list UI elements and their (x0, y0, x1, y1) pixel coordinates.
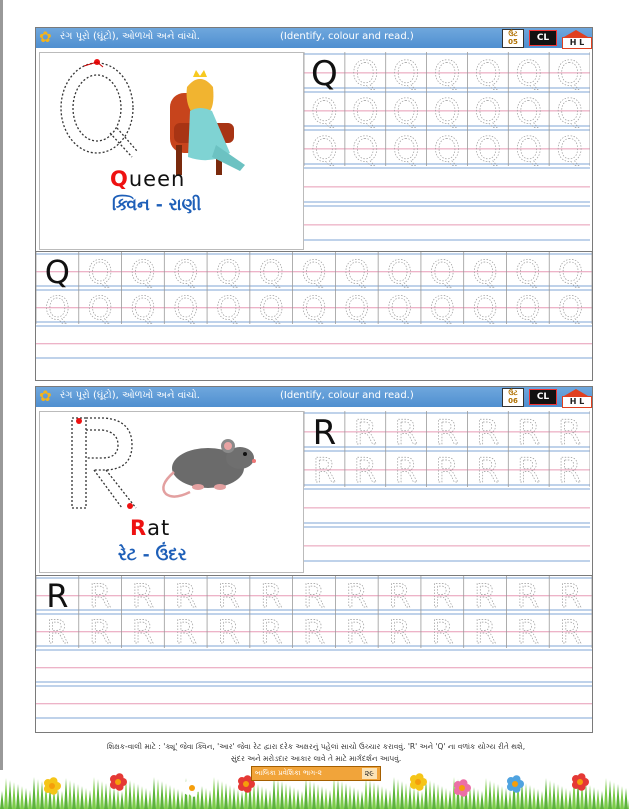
dotted-letter-q-icon (61, 63, 137, 157)
trace-letter: R (559, 613, 582, 651)
trace-letter: R (388, 577, 411, 615)
trace-letter: Q (44, 289, 70, 327)
trace-letter: Q (515, 130, 543, 170)
trace-letter: R (353, 413, 378, 453)
house-hl-icon: H L (562, 30, 590, 47)
trace-letter: Q (344, 253, 370, 291)
cl-badge: CL (529, 389, 557, 405)
english-word: Rat (130, 516, 171, 540)
trace-letter: Q (386, 253, 413, 291)
trace-letter: Q (87, 253, 113, 291)
trace-letter: R (174, 613, 197, 651)
instruction-gujarati: રંગ પૂરો (ઘૂંટો), ઓળખો અને વાંચો. (60, 31, 200, 42)
trace-letter: R (516, 451, 541, 491)
trace-letter: R (431, 613, 454, 651)
trace-letter: R (89, 613, 112, 651)
trace-letter: R (557, 413, 582, 453)
gujarati-word: ક્વિન - રાણી (112, 195, 202, 215)
trace-letter: Q (173, 289, 199, 327)
trace-letter: R (394, 413, 418, 453)
trace-letter: Q (215, 289, 242, 327)
trace-letter: Q (515, 289, 541, 327)
trace-letter: R (394, 451, 418, 491)
trace-letter: R (435, 413, 459, 453)
rat-illustration-icon (163, 439, 256, 497)
trace-letter: R (345, 577, 368, 615)
trace-letter: Q (258, 253, 284, 291)
trace-letter: Q (215, 253, 242, 291)
left-page-edge (0, 0, 3, 770)
trace-letter: R (46, 613, 69, 651)
trace-letter: R (476, 451, 500, 491)
book-title: બાલિકા પ્રવેશિકા ભાગ-૨ (255, 769, 322, 777)
teacher-parent-note: શિક્ષક-વાલી માટે : 'ક્યૂ' જેવા ક્વિન, 'આર' જેવા રેટ દ્વારા દરેક અક્ષરનું પહેલાં સાચો ઉચ્ચાર કરાવવું. 'R' અને 'Q' ના વળાંક યોગ્ય રીતે થશે, સુંદર અને મરોડદાર આકાર લાવે તે માટે માર્ગદર્શન આપવું. (106, 742, 526, 763)
letter-section-q (35, 27, 593, 381)
picture-box (39, 411, 304, 573)
trace-letter: Q (515, 253, 541, 291)
trace-letter: R (345, 613, 368, 651)
trace-letter: Q (44, 253, 70, 291)
trace-letter: Q (558, 289, 584, 327)
gujarati-word: રેટ - ઉંદર (118, 545, 187, 565)
trace-letter: Q (344, 289, 370, 327)
trace-letter: Q (173, 253, 199, 291)
trace-letter: R (473, 613, 497, 651)
trace-letter: Q (386, 289, 413, 327)
trace-letter: Q (474, 130, 502, 170)
trace-letter: Q (474, 54, 502, 94)
trace-letter: Q (351, 54, 379, 94)
trace-letter: R (435, 451, 459, 491)
cl-badge: CL (529, 30, 557, 46)
instruction-english: (Identify, colour and read.) (280, 31, 414, 42)
dotted-letter-r-icon (72, 418, 136, 508)
trace-letter: Q (429, 253, 455, 291)
trace-letter: Q (301, 289, 327, 327)
trace-letter: Q (351, 130, 379, 170)
picture-box (39, 52, 304, 250)
trace-letter: R (516, 577, 539, 615)
trace-letter: R (388, 613, 411, 651)
trace-letter: R (89, 577, 112, 615)
lesson-number-badge: ઉંટ 06 (502, 388, 524, 407)
trace-letter: R (353, 451, 378, 491)
trace-letter: Q (433, 130, 461, 170)
trace-letter: Q (556, 92, 583, 132)
trace-letter: R (516, 413, 541, 453)
trace-letter: Q (515, 92, 543, 132)
trace-letter: R (476, 413, 500, 453)
instruction-gujarati: રંગ પૂરો (ઘૂંટો), ઓળખો અને વાંચો. (60, 390, 200, 401)
lesson-number-badge: ઉંટ 05 (502, 29, 524, 48)
trace-letter: R (131, 613, 155, 651)
english-word: Queen (110, 167, 186, 191)
trace-letter: Q (392, 130, 420, 170)
trace-letter: R (302, 613, 326, 651)
instruction-banner (36, 28, 592, 48)
queen-illustration-icon (170, 70, 245, 175)
trace-letter: Q (311, 130, 338, 170)
trace-letter: R (260, 613, 283, 651)
trace-letter: Q (556, 54, 583, 94)
trace-letter: Q (433, 92, 461, 132)
tracing-grid-bottom (36, 576, 592, 736)
tracing-grid-top (304, 52, 590, 252)
trace-letter: Q (351, 92, 379, 132)
butterfly-icon: ✿ (39, 387, 52, 405)
trace-letter: R (516, 613, 539, 651)
trace-letter: R (312, 413, 337, 453)
page-footer-tag (251, 766, 381, 781)
trace-letter: R (260, 577, 283, 615)
trace-letter: Q (472, 289, 498, 327)
trace-letter: R (217, 613, 240, 651)
trace-letter: Q (515, 54, 543, 94)
letter-section-r (35, 386, 593, 733)
page-number: ૨૯ (362, 768, 377, 779)
trace-letter: Q (433, 54, 461, 94)
trace-letter: R (302, 577, 326, 615)
trace-letter: Q (429, 289, 455, 327)
trace-letter: Q (87, 289, 113, 327)
tracing-grid-bottom (36, 252, 592, 384)
instruction-english: (Identify, colour and read.) (280, 390, 414, 401)
house-hl-icon: H L (562, 389, 590, 406)
butterfly-icon: ✿ (39, 28, 52, 46)
trace-letter: Q (311, 92, 338, 132)
tracing-grid-top (304, 411, 590, 579)
trace-letter: R (557, 451, 582, 491)
trace-letter: Q (130, 289, 156, 327)
trace-letter: Q (558, 253, 584, 291)
trace-letter: Q (301, 253, 327, 291)
trace-letter: Q (311, 54, 338, 94)
trace-letter: R (312, 451, 337, 491)
trace-letter: R (217, 577, 240, 615)
trace-letter: R (131, 577, 155, 615)
trace-letter: R (46, 577, 69, 615)
trace-letter: Q (472, 253, 498, 291)
trace-letter: Q (392, 92, 420, 132)
trace-letter: Q (258, 289, 284, 327)
trace-letter: R (431, 577, 454, 615)
trace-letter: R (559, 577, 582, 615)
trace-letter: Q (556, 130, 583, 170)
trace-letter: Q (392, 54, 420, 94)
trace-letter: Q (130, 253, 156, 291)
instruction-banner (36, 387, 592, 407)
trace-letter: R (473, 577, 497, 615)
trace-letter: Q (474, 92, 502, 132)
trace-letter: R (174, 577, 197, 615)
